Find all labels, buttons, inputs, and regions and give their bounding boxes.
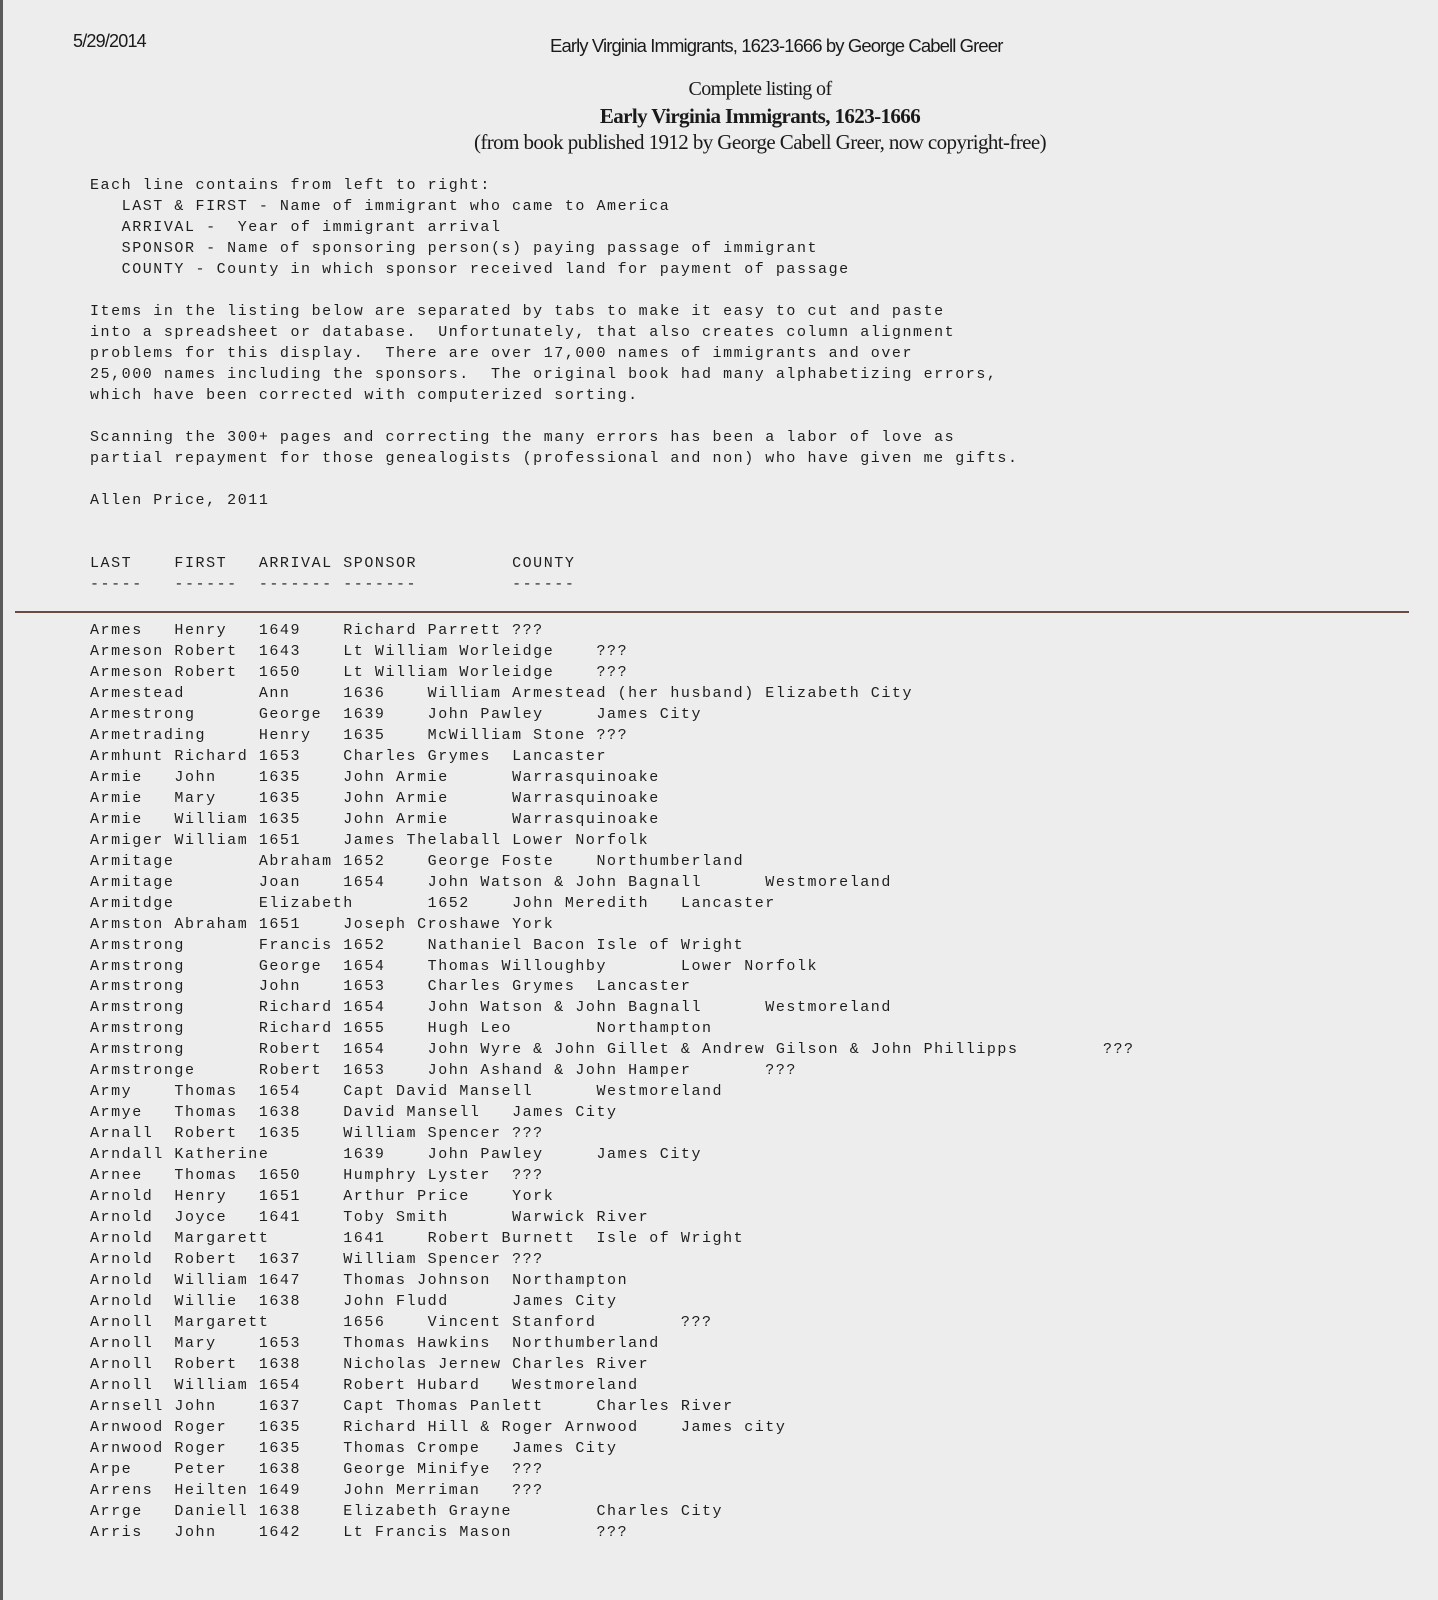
county: ???	[512, 1167, 544, 1185]
table-row	[90, 1522, 1135, 1543]
first-name: Richard	[258, 1020, 333, 1038]
first-name: Abraham	[174, 915, 249, 933]
arrival-year: 1656	[343, 1313, 386, 1331]
arrival-year: 1638	[258, 1104, 302, 1122]
first-name: Margarett	[174, 1313, 270, 1331]
arrival-year: 1638	[258, 1355, 302, 1373]
arrival-year: 1652	[427, 894, 470, 912]
arrival-year: 1655	[343, 1020, 386, 1038]
county: James City	[512, 1293, 618, 1310]
county: Northumberland	[596, 852, 745, 870]
sponsor: John Fludd	[343, 1293, 449, 1310]
first-name: Katherine	[174, 1146, 270, 1164]
table-row	[90, 872, 1135, 893]
sponsor: William Spencer	[343, 1125, 502, 1143]
county: ???	[596, 726, 629, 744]
table-row	[90, 935, 1135, 956]
last-name: Armie	[90, 810, 143, 828]
county: York	[512, 915, 555, 933]
table-row	[90, 1102, 1135, 1123]
last-name: Arndall	[90, 1146, 164, 1164]
arrival-year: 1653	[258, 747, 302, 765]
county: Charles River	[596, 1397, 734, 1415]
arrival-year: 1652	[343, 936, 386, 954]
county: ???	[680, 1313, 713, 1331]
table-row	[90, 1123, 1135, 1144]
table-row	[90, 1081, 1135, 1102]
sponsor: Arthur Price	[343, 1188, 470, 1206]
sponsor: Charles Grymes	[343, 747, 491, 765]
arrival-year: 1635	[258, 1125, 302, 1143]
arrival-year: 1654	[258, 1376, 302, 1394]
arrival-year: 1651	[258, 915, 302, 933]
first-name: Francis	[258, 936, 333, 954]
arrival-year: 1637	[258, 1251, 302, 1269]
intro-line: Allen Price, 2011	[90, 492, 270, 509]
sponsor: John Meredith	[512, 894, 650, 912]
first-name: William	[174, 810, 249, 828]
first-name: Robert	[174, 663, 238, 681]
last-name: Arnold	[90, 1230, 154, 1248]
county: Lancaster	[512, 747, 608, 765]
first-name: Peter	[174, 1460, 228, 1478]
intro-line: Scanning the 300+ pages and correcting the many errors has been a labor of love as	[90, 429, 956, 446]
sponsor: Thomas Hawkins	[343, 1334, 491, 1352]
county: ???	[512, 1251, 544, 1269]
county: ???	[1102, 1041, 1135, 1059]
intro-line: problems for this display. There are over 17,000 names of immigrants and over	[90, 345, 914, 362]
sponsor: John Armie	[343, 768, 449, 786]
last-name: Armstrong	[90, 1041, 185, 1059]
arrival-year: 1635	[258, 1418, 302, 1436]
table-row	[90, 1354, 1135, 1375]
arrival-year: 1639	[343, 1146, 386, 1164]
sponsor: George Foste	[427, 852, 555, 870]
intro-line: COUNTY - County in which sponsor received land for payment of passage	[90, 261, 850, 278]
last-name: Arnwood	[90, 1418, 164, 1436]
sponsor: Nathaniel Bacon	[427, 936, 586, 954]
first-name: Robert	[174, 1125, 238, 1143]
arrival-year: 1651	[258, 1188, 302, 1206]
intro-line: LAST & FIRST - Name of immigrant who came to America	[90, 198, 671, 215]
last-name: Armstrong	[90, 936, 185, 954]
last-name: Armie	[90, 768, 143, 786]
last-name: Arnee	[90, 1167, 143, 1185]
sponsor: Nicholas Jernew	[343, 1355, 502, 1373]
last-name: Arnoll	[90, 1355, 154, 1373]
document-title: Early Virginia Immigrants, 1623-1666	[599, 104, 921, 128]
arrival-year: 1654	[343, 957, 386, 975]
table-row	[90, 1396, 1135, 1417]
sponsor: William Armestead (her husband)	[427, 684, 755, 702]
last-name: Armitdge	[90, 894, 175, 912]
first-name: Robert	[174, 642, 238, 660]
intro-line: which have been corrected with computerized sorting.	[90, 387, 639, 404]
arrival-year: 1639	[343, 705, 386, 723]
county: Lancaster	[596, 978, 692, 996]
table-row	[90, 1144, 1135, 1165]
last-name: Armstronge	[90, 1062, 196, 1080]
last-name: Arnwood	[90, 1439, 164, 1457]
sponsor: Elizabeth Grayne	[343, 1502, 513, 1520]
table-row	[90, 1438, 1135, 1459]
county: James city	[680, 1418, 787, 1436]
county: Northampton	[596, 1020, 713, 1038]
county: ???	[512, 1125, 544, 1143]
sponsor: Capt Thomas Panlett	[343, 1397, 544, 1415]
table-row	[90, 746, 1135, 767]
county: Lancaster	[680, 894, 776, 912]
county: ???	[596, 642, 629, 660]
last-name: Arnold	[90, 1209, 154, 1227]
county: Elizabeth City	[765, 684, 914, 702]
table-row	[90, 1333, 1135, 1354]
first-name: William	[174, 831, 249, 849]
table-row	[90, 641, 1135, 662]
last-name: Arrge	[90, 1502, 143, 1520]
last-name: Armstrong	[90, 999, 185, 1017]
arrival-year: 1636	[343, 684, 386, 702]
sponsor: Lt William Worleidge	[343, 642, 555, 660]
first-name: Daniell	[174, 1502, 249, 1520]
first-name: Margarett	[174, 1230, 270, 1248]
sponsor: James Thelaball	[343, 831, 502, 849]
arrival-year: 1641	[258, 1209, 302, 1227]
arrival-year: 1635	[258, 1439, 302, 1457]
sponsor: Capt David Mansell	[343, 1083, 534, 1101]
arrival-year: 1638	[258, 1460, 302, 1478]
sponsor: Vincent Stanford	[427, 1313, 597, 1331]
intro-line: partial repayment for those genealogists (professional and non) who have given me gifts.	[90, 450, 1019, 467]
arrival-year: 1647	[258, 1272, 302, 1290]
table-row	[90, 851, 1135, 872]
print-header-title: Early Virginia Immigrants, 1623-1666 by George Cabell Greer	[550, 35, 1003, 56]
table-row	[90, 1018, 1135, 1039]
last-name: Armstrong	[90, 957, 185, 975]
last-name: Armitage	[90, 852, 175, 870]
arrival-year: 1649	[258, 1481, 302, 1499]
table-row	[90, 620, 1135, 641]
last-name: Armstrong	[90, 978, 185, 996]
first-name: Henry	[258, 726, 312, 744]
sponsor: Lt Francis Mason	[343, 1523, 513, 1541]
last-name: Arrens	[90, 1481, 154, 1499]
table-row	[90, 809, 1135, 830]
first-name: Richard	[258, 999, 333, 1017]
first-name: William	[174, 1272, 249, 1290]
last-name: Arnoll	[90, 1334, 154, 1352]
sponsor: John Watson & John Bagnall	[427, 873, 702, 891]
page-edge	[0, 0, 3, 1600]
table-row	[90, 1228, 1135, 1249]
sponsor: Toby Smith	[343, 1209, 449, 1227]
county: ???	[512, 622, 544, 639]
first-name: George	[258, 705, 323, 723]
last-name: Armestead	[90, 684, 185, 702]
arrival-year: 1651	[258, 831, 302, 849]
first-name: Thomas	[174, 1083, 238, 1101]
arrival-year: 1638	[258, 1502, 302, 1520]
arrival-year: 1635	[258, 810, 302, 828]
sponsor: John Merriman	[343, 1481, 481, 1499]
first-name: Joan	[258, 873, 302, 891]
first-name: Roger	[174, 1418, 228, 1436]
arrival-year: 1643	[258, 642, 302, 660]
intro-line: ARRIVAL - Year of immigrant arrival	[90, 219, 502, 236]
county: ???	[596, 1523, 629, 1541]
first-name: Mary	[174, 789, 217, 807]
county: Charles City	[596, 1502, 724, 1520]
sponsor: Charles Grymes	[427, 978, 576, 996]
table-row	[90, 662, 1135, 683]
last-name: Arnold	[90, 1251, 154, 1269]
last-name: Armeson	[90, 642, 164, 660]
sponsor: David Mansell	[343, 1104, 481, 1122]
sponsor: Robert Hubard	[343, 1376, 481, 1394]
first-name: Thomas	[174, 1104, 238, 1122]
arrival-year: 1649	[258, 622, 302, 639]
last-name: Arris	[90, 1523, 143, 1541]
arrival-year: 1654	[343, 873, 386, 891]
table-row	[90, 1207, 1135, 1228]
intro-line: into a spreadsheet or database. Unfortunately, that also creates column alignment	[90, 324, 956, 341]
table-row	[90, 725, 1135, 746]
table-row	[90, 1165, 1135, 1186]
table-row	[90, 1291, 1135, 1312]
table-row	[90, 1459, 1135, 1480]
last-name: Arnsell	[90, 1397, 164, 1415]
arrival-year: 1654	[343, 1041, 386, 1059]
intro-line: LAST FIRST ARRIVAL SPONSOR COUNTY	[90, 555, 576, 572]
table-row	[90, 1270, 1135, 1291]
last-name: Armye	[90, 1104, 143, 1122]
first-name: Ann	[258, 684, 291, 702]
last-name: Army	[90, 1083, 133, 1101]
table-row	[90, 956, 1135, 977]
table-row	[90, 976, 1135, 997]
last-name: Armhunt	[90, 747, 164, 765]
last-name: Arnold	[90, 1272, 154, 1290]
sponsor: Richard Hill & Roger Arnwood	[343, 1418, 639, 1436]
heading-line-1: Complete listing of	[688, 78, 832, 100]
immigrant-listing	[90, 620, 1135, 1543]
table-row	[90, 1501, 1135, 1522]
table-row	[90, 914, 1135, 935]
sponsor: Hugh Leo	[427, 1020, 513, 1038]
sponsor: John Wyre & John Gillet & Andrew Gilson & John Phillipps	[427, 1041, 1019, 1059]
last-name: Armstrong	[90, 1020, 185, 1038]
intro-line	[90, 469, 1019, 490]
table-row	[90, 1312, 1135, 1333]
table-row	[90, 1375, 1135, 1396]
last-name: Arnold	[90, 1293, 154, 1310]
county: Warwick River	[512, 1209, 650, 1227]
first-name: Abraham	[258, 852, 333, 870]
table-row	[90, 830, 1135, 851]
county: Warrasquinoake	[512, 810, 660, 828]
arrival-year: 1635	[258, 768, 302, 786]
arrival-year: 1637	[258, 1397, 302, 1415]
first-name: Henry	[174, 1188, 228, 1206]
county: ???	[765, 1062, 797, 1080]
county: Isle of Wright	[596, 1230, 745, 1248]
table-row	[90, 1480, 1135, 1501]
last-name: Armes	[90, 622, 143, 639]
intro-line: ----- ------ ------- ------- ------	[90, 576, 576, 593]
first-name: John	[174, 1397, 217, 1415]
county: York	[512, 1188, 555, 1206]
county: James City	[512, 1439, 618, 1457]
county: Isle of Wright	[596, 936, 745, 954]
county: Warrasquinoake	[512, 789, 660, 807]
table-row	[90, 1039, 1135, 1060]
county: Westmoreland	[765, 873, 892, 891]
last-name: Arnoll	[90, 1376, 154, 1394]
sponsor: Lt William Worleidge	[343, 663, 555, 681]
intro-line: Items in the listing below are separated by tabs to make it easy to cut and paste	[90, 303, 945, 320]
first-name: Richard	[174, 747, 249, 765]
county: Westmoreland	[765, 999, 892, 1017]
last-name: Armetrading	[90, 726, 207, 744]
first-name: Mary	[174, 1334, 217, 1352]
intro-line	[90, 406, 1019, 427]
sponsor: John Armie	[343, 789, 449, 807]
first-name: Henry	[174, 622, 228, 639]
last-name: Armeson	[90, 663, 164, 681]
first-name: Roger	[174, 1439, 228, 1457]
table-row	[90, 1186, 1135, 1207]
sponsor: Richard Parrett	[343, 622, 502, 639]
last-name: Armston	[90, 915, 164, 933]
sponsor: Humphry Lyster	[343, 1167, 491, 1185]
first-name: Robert	[258, 1062, 323, 1080]
sponsor: Thomas Crompe	[343, 1439, 481, 1457]
sponsor: Thomas Johnson	[343, 1272, 491, 1290]
first-name: Robert	[258, 1041, 323, 1059]
table-row	[90, 704, 1135, 725]
arrival-year: 1641	[343, 1230, 386, 1248]
first-name: John	[174, 1523, 217, 1541]
county: Warrasquinoake	[512, 768, 660, 786]
first-name: Heilten	[174, 1481, 249, 1499]
table-row	[90, 893, 1135, 914]
first-name: Willie	[174, 1293, 238, 1310]
intro-text	[90, 175, 1019, 595]
first-name: George	[258, 957, 323, 975]
county: Lower Norfolk	[680, 957, 819, 975]
last-name: Arnall	[90, 1125, 154, 1143]
arrival-year: 1635	[343, 726, 386, 744]
arrival-year: 1654	[343, 999, 386, 1017]
arrival-year: 1650	[258, 1167, 302, 1185]
first-name: Robert	[174, 1251, 238, 1269]
county: Westmoreland	[512, 1376, 639, 1394]
last-name: Armie	[90, 789, 143, 807]
sponsor: George Minifye	[343, 1460, 491, 1478]
table-row	[90, 1060, 1135, 1081]
table-row	[90, 683, 1135, 704]
arrival-year: 1638	[258, 1293, 302, 1310]
first-name: Thomas	[174, 1167, 238, 1185]
county: Lower Norfolk	[512, 831, 650, 849]
sponsor: McWilliam Stone	[427, 726, 586, 744]
heading-subtitle: (from book published 1912 by George Cabell Greer, now copyright-free)	[473, 130, 1047, 154]
last-name: Arnoll	[90, 1313, 154, 1331]
county: ???	[512, 1460, 544, 1478]
first-name: Joyce	[174, 1209, 228, 1227]
county: Northumberland	[512, 1334, 660, 1352]
sponsor: Robert Burnett	[427, 1230, 576, 1248]
sponsor: John Pawley	[427, 1146, 544, 1164]
table-row	[90, 767, 1135, 788]
county: ???	[596, 663, 629, 681]
sponsor: John Pawley	[427, 705, 544, 723]
table-row	[90, 1249, 1135, 1270]
sponsor: Joseph Croshawe	[343, 915, 502, 933]
first-name: Robert	[174, 1355, 238, 1373]
first-name: Elizabeth	[258, 894, 354, 912]
arrival-year: 1653	[258, 1334, 302, 1352]
last-name: Armiger	[90, 831, 164, 849]
table-row	[90, 997, 1135, 1018]
county: Northampton	[512, 1272, 629, 1290]
page-seam-divider	[15, 611, 1409, 613]
arrival-year: 1653	[343, 1062, 386, 1080]
last-name: Armitage	[90, 873, 175, 891]
arrival-year: 1650	[258, 663, 302, 681]
table-row	[90, 1417, 1135, 1438]
table-row	[90, 788, 1135, 809]
intro-line: SPONSOR - Name of sponsoring person(s) paying passage of immigrant	[90, 240, 819, 257]
intro-line: Each line contains from left to right:	[90, 177, 491, 194]
sponsor: William Spencer	[343, 1251, 502, 1269]
intro-line	[90, 511, 1019, 532]
intro-line: 25,000 names including the sponsors. The original book had many alphabetizing errors,	[90, 366, 998, 383]
first-name: John	[258, 978, 302, 996]
county: James City	[596, 1146, 702, 1164]
county: Charles River	[512, 1355, 650, 1373]
county: James City	[512, 1104, 618, 1122]
first-name: William	[174, 1376, 249, 1394]
county: ???	[512, 1481, 544, 1499]
intro-line	[90, 280, 1019, 301]
print-date: 5/29/2014	[73, 31, 146, 51]
last-name: Arnold	[90, 1188, 154, 1206]
county: James City	[596, 705, 702, 723]
arrival-year: 1642	[258, 1523, 302, 1541]
arrival-year: 1653	[343, 978, 386, 996]
arrival-year: 1652	[343, 852, 386, 870]
county: Westmoreland	[596, 1083, 724, 1101]
intro-line	[90, 532, 1019, 553]
sponsor: John Armie	[343, 810, 449, 828]
sponsor: John Watson & John Bagnall	[427, 999, 702, 1017]
sponsor: John Ashand & John Hamper	[427, 1062, 692, 1080]
first-name: John	[174, 768, 217, 786]
arrival-year: 1635	[258, 789, 302, 807]
arrival-year: 1654	[258, 1083, 302, 1101]
last-name: Arpe	[90, 1460, 133, 1478]
sponsor: Thomas Willoughby	[427, 957, 608, 975]
last-name: Armestrong	[90, 705, 196, 723]
